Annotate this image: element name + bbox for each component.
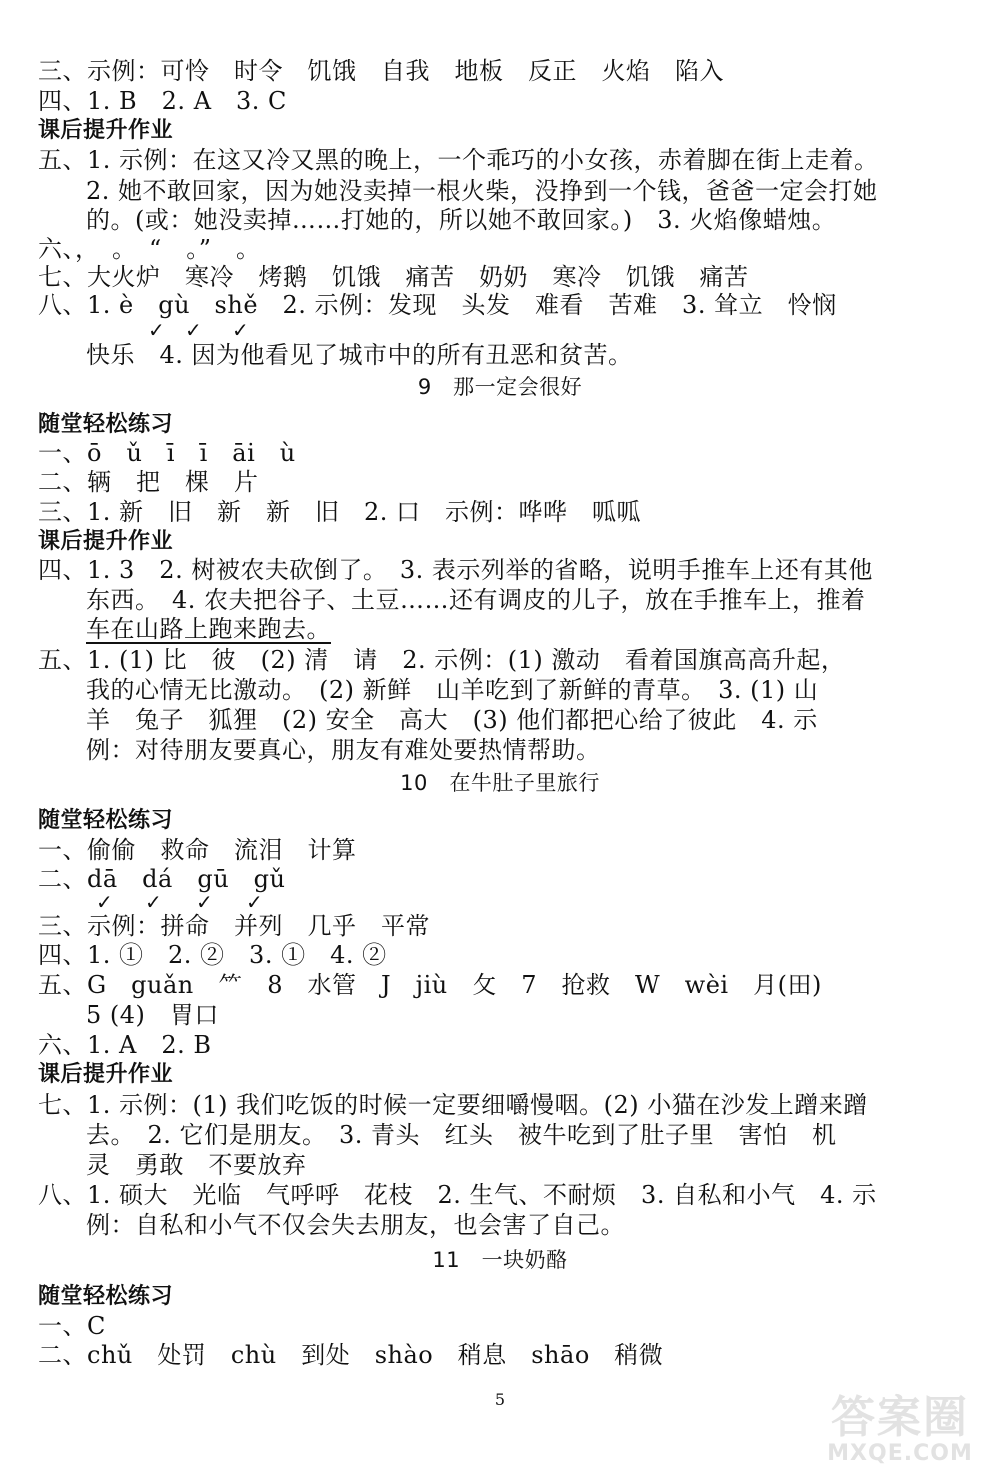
section-heading: 随堂轻松练习 [38,1284,174,1309]
checkmark-icon: ✓ [96,890,113,914]
text-line: 三、1. 新 旧 新 新 旧 2. 口 示例：哗哗 呱呱 [38,498,642,526]
checkmark-icon: ✓ [232,318,249,342]
text-line: 二、dā dá gū gǔ [38,865,286,893]
text-line: 2. 她不敢回家，因为她没卖掉一根火柴，没挣到一个钱，爸爸一定会打她 [86,177,878,205]
text-line: 八、1. 硕大 光临 气呼呼 花枝 2. 生气、不耐烦 3. 自私和小气 4. 示 [38,1181,877,1209]
text-line: 的。(或：她没卖掉……打她的，所以她不敢回家。) 3. 火焰像蜡烛。 [86,206,837,234]
text-line: 一、偷偷 救命 流泪 计算 [38,836,357,864]
watermark-title: 答案圈 [831,1392,969,1443]
section-heading: 随堂轻松练习 [38,412,174,437]
text-line: 例：对待朋友要真心，朋友有难处要热情帮助。 [86,736,601,764]
checkmark-icon: ✓ [246,890,263,914]
text-line: 5 (4) 胃口 [86,1001,219,1029]
text-line: 快乐 4. 因为他看见了城市中的所有丑恶和贫苦。 [86,341,633,369]
text-line: 七、1. 示例：(1) 我们吃饭的时候一定要细嚼慢咽。(2) 小猫在沙发上蹭来蹭 [38,1091,868,1119]
section-heading: 课后提升作业 [38,1062,174,1087]
text-line: 五、1. 示例：在这又冷又黑的晚上，一个乖巧的小女孩，赤着脚在街上走着。 [38,146,879,174]
text-line: 四、1. 3 2. 树被农夫砍倒了。 3. 表示列举的省略，说明手推车上还有其他 [38,556,873,584]
text-line: 一、C [38,1312,106,1340]
lesson-title: 9 那一定会很好 [417,375,583,399]
text-line: 四、1. B 2. A 3. C [38,87,287,115]
checkmark-icon: ✓ [185,318,202,342]
text-line: 六、， 。 “ 。” 。 [38,235,261,263]
checkmark-icon: ✓ [196,890,213,914]
text-line: 去。 2. 它们是朋友。 3. 青头 红头 被牛吃到了肚子里 害怕 机 [86,1121,837,1149]
text-line: 三、示例：可怜 时令 饥饿 自我 地板 反正 火焰 陷入 [38,57,724,85]
text-line: 我的心情无比激动。 (2) 新鲜 山羊吃到了新鲜的青草。 3. (1) 山 [86,676,819,704]
lesson-title: 11 一块奶酪 [432,1248,568,1272]
section-heading: 随堂轻松练习 [38,808,174,833]
checkmark-icon: ✓ [145,890,162,914]
text-line: 六、1. A 2. B [38,1031,212,1059]
section-heading: 课后提升作业 [38,118,174,143]
text-line: 二、辆 把 棵 片 [38,468,259,496]
text-line: 五、G guǎn ⺮ 8 水管 J jiù 攵 7 抢救 W wèi 月(田) [38,971,822,999]
text-line: 例：自私和小气不仅会失去朋友，也会害了自己。 [86,1211,625,1239]
text-line: 八、1. è gù shě 2. 示例：发现 头发 难看 苦难 3. 耸立 怜悯 [38,291,837,319]
text-line: 四、1. ① 2. ② 3. ① 4. ② [38,941,387,969]
page-number: 5 [494,1390,506,1409]
text-line: 二、chǔ 处罚 chù 到处 shào 稍息 shāo 稍微 [38,1341,664,1369]
watermark-url: MXQE.COM [827,1441,973,1466]
text-line: 东西。 4. 农夫把谷子、土豆……还有调皮的儿子，放在手推车上，推着 [86,586,866,614]
text-line: 七、大火炉 寒冷 烤鹅 饥饿 痛苦 奶奶 寒冷 饥饿 痛苦 [38,263,749,291]
text-line: 三、示例：拼命 并列 几乎 平常 [38,912,430,940]
text-line: 灵 勇敢 不要放弃 [86,1151,307,1179]
text-line: 车在山路上跑来跑去。 [86,615,331,643]
text-line: 一、ō ǔ ī ī āi ù [38,439,296,467]
watermark-logo [810,1392,990,1471]
section-heading: 课后提升作业 [38,529,174,554]
lesson-title: 10 在牛肚子里旅行 [400,771,600,795]
checkmark-icon: ✓ [148,318,165,342]
text-line: 羊 兔子 狐狸 (2) 安全 高大 (3) 他们都把心给了彼此 4. 示 [86,706,818,734]
text-line: 五、1. (1) 比 彼 (2) 清 请 2. 示例：(1) 激动 看着国旗高高升起， [38,646,846,674]
